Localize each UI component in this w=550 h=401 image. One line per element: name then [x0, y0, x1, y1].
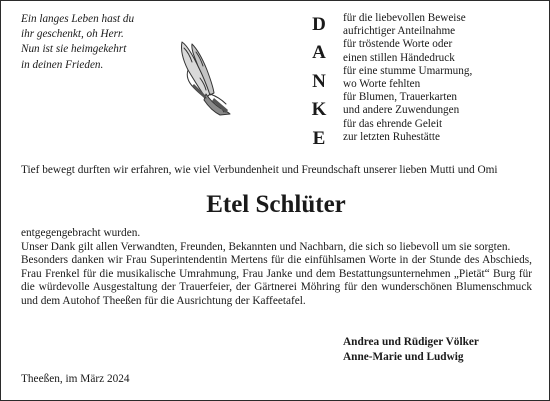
intro-text: Tief bewegt durften wir erfahren, wie viel Verbundenheit und Freundschaft unserer lieben Mutti und Omi: [21, 164, 498, 176]
thanks-line: für Blumen, Trauerkarten: [343, 91, 458, 104]
thanks-line: wo Worte fehlten: [343, 78, 421, 91]
danke-letter: D: [312, 14, 326, 35]
signatures: [343, 335, 543, 364]
danke-heading: [308, 11, 330, 153]
thanks-line: für eine stumme Umarmung,: [343, 64, 473, 77]
thanks-line: für tröstende Worte oder: [343, 38, 453, 51]
poem-line: in deinen Frieden.: [21, 58, 104, 71]
thanks-line: für die liebevollen Beweise: [343, 12, 466, 24]
body-paragraph: Unser Dank gilt allen Verwandten, Freunden, Bekannten und Nachbarn, die sich so liebevoll um sie sorgten.: [21, 240, 511, 253]
danke-letter: A: [312, 42, 326, 64]
thanks-line: zur letzten Ruhestätte: [343, 130, 440, 143]
danke-letter: N: [312, 70, 326, 92]
thanks-line: einen stillen Händedruck: [343, 51, 455, 64]
danke-letter: E: [312, 127, 326, 149]
deceased-name: Etel Schlüter: [206, 191, 346, 218]
danke-letter: K: [311, 99, 327, 121]
signature-line: Anne-Marie und Ludwig: [343, 350, 464, 363]
poem-line: ihr geschenkt, oh Herr.: [21, 28, 124, 41]
signature-line: Andrea und Rüdiger Völker: [343, 336, 479, 348]
poem-block: [21, 12, 181, 73]
poem-line: Ein langes Leben hast du: [21, 13, 135, 25]
body-paragraph: Besonders danken wir Frau Superintendentin Mertens für die einfühlsamen Worte in der Stunde des Abschieds, Frau Frenkel für die musikalische Umrahmung, Frau Janke und dem Bestattungsunternehmen „Pietät“ Burg für die würdevolle Ausgestaltung der Trauerfeier, der Gärtnerei Möhring für den wunderschönen Blumenschmuck und dem Autohof Theeßen für die Ausrichtung der Kaffeetafel.: [21, 254, 532, 307]
body-paragraph: entgegengebracht wurden.: [21, 227, 141, 239]
place-date: Theeßen, im März 2024: [21, 373, 130, 385]
thanks-line: und andere Zuwendungen: [343, 104, 460, 117]
praying-hands-icon: [170, 38, 232, 116]
thanks-list: [343, 12, 543, 144]
body-text: [21, 227, 532, 309]
poem-line: Nun ist sie heimgekehrt: [21, 43, 127, 56]
thanks-line: aufrichtiger Anteilnahme: [343, 25, 456, 38]
thanks-line: für das ehrende Geleit: [343, 117, 443, 130]
